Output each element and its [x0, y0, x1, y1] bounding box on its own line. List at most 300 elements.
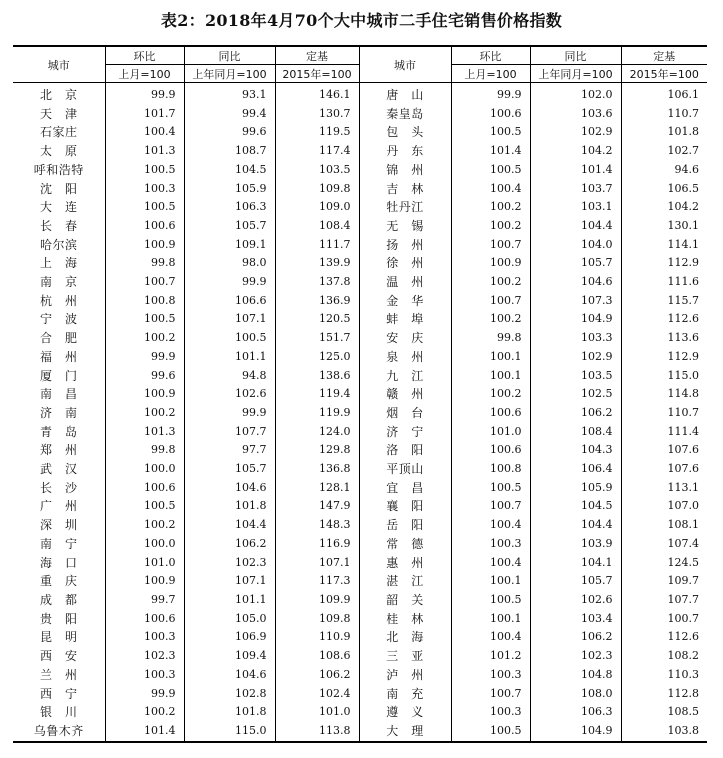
- left-dj-value: 136.8: [275, 460, 359, 479]
- right-dj-value: 113.1: [621, 479, 707, 498]
- left-tb-value: 93.1: [184, 83, 275, 105]
- left-hb-value: 101.7: [105, 105, 184, 124]
- left-dj-value: 119.4: [275, 385, 359, 404]
- right-tb-value: 105.7: [530, 572, 621, 591]
- right-tb-value: 103.9: [530, 535, 621, 554]
- left-dj-value: 137.8: [275, 273, 359, 292]
- right-tb-value: 104.4: [530, 516, 621, 535]
- right-hb-value: 100.3: [451, 666, 530, 685]
- left-dj-value: 128.1: [275, 479, 359, 498]
- right-hb-value: 100.1: [451, 367, 530, 386]
- right-dj-value: 103.8: [621, 722, 707, 742]
- left-tb-value: 108.7: [184, 142, 275, 161]
- right-city-name: 襄 阳: [359, 497, 451, 516]
- right-tb-value: 102.0: [530, 83, 621, 105]
- left-tb-value: 99.9: [184, 404, 275, 423]
- right-city-name: 安 庆: [359, 329, 451, 348]
- left-tb-value: 109.4: [184, 647, 275, 666]
- right-tb-value: 106.4: [530, 460, 621, 479]
- hb-subheader-right: 上月=100: [451, 65, 530, 83]
- left-city-name: 北 京: [39, 88, 78, 102]
- table-row: [13, 236, 707, 255]
- right-city-name: 锦 州: [359, 161, 451, 180]
- left-dj-value: 138.6: [275, 367, 359, 386]
- left-hb-value: 100.6: [105, 479, 184, 498]
- left-hb-value: 102.3: [105, 647, 184, 666]
- left-city-name: 成 都: [39, 592, 78, 607]
- right-hb-value: 100.9: [451, 254, 530, 273]
- right-dj-value: 106.5: [621, 180, 707, 199]
- table-row: [13, 722, 707, 742]
- left-city-name: 武 汉: [39, 462, 78, 477]
- right-city-name: 牡丹江: [359, 198, 451, 217]
- table-row: [13, 554, 707, 573]
- left-dj-value: 110.9: [275, 628, 359, 647]
- right-city-name: 济 宁: [359, 423, 451, 442]
- right-tb-value: 103.4: [530, 610, 621, 629]
- left-city-name: 昆 明: [39, 630, 78, 645]
- right-dj-value: 108.5: [621, 703, 707, 722]
- left-tb-value: 101.1: [184, 348, 275, 367]
- table-row: [13, 348, 707, 367]
- left-hb-value: 100.3: [105, 628, 184, 647]
- left-dj-value: 136.9: [275, 292, 359, 311]
- right-hb-value: 100.7: [451, 497, 530, 516]
- table-row: [13, 610, 707, 629]
- right-dj-value: 112.9: [621, 348, 707, 367]
- left-dj-value: 124.0: [275, 423, 359, 442]
- left-tb-value: 105.7: [184, 460, 275, 479]
- right-dj-value: 110.3: [621, 666, 707, 685]
- right-dj-value: 100.7: [621, 610, 707, 629]
- right-dj-value: 108.1: [621, 516, 707, 535]
- left-dj-value: 147.9: [275, 497, 359, 516]
- left-dj-value: 120.5: [275, 310, 359, 329]
- right-dj-value: 130.1: [621, 217, 707, 236]
- left-dj-value: 108.4: [275, 217, 359, 236]
- right-city-name: 三 亚: [359, 647, 451, 666]
- right-city-name: 常 德: [359, 535, 451, 554]
- right-hb-value: 101.0: [451, 423, 530, 442]
- left-hb-value: 100.4: [105, 123, 184, 142]
- right-dj-value: 107.0: [621, 497, 707, 516]
- right-tb-value: 104.6: [530, 273, 621, 292]
- table-row: [13, 142, 707, 161]
- left-tb-value: 104.5: [184, 161, 275, 180]
- left-city-name: 青 岛: [39, 424, 78, 439]
- right-tb-value: 103.6: [530, 105, 621, 124]
- left-dj-value: 109.8: [275, 180, 359, 199]
- right-dj-value: 102.7: [621, 142, 707, 161]
- left-tb-value: 105.9: [184, 180, 275, 199]
- hb-header-left: 环比: [105, 46, 184, 65]
- left-dj-value: 151.7: [275, 329, 359, 348]
- right-hb-value: 100.7: [451, 236, 530, 255]
- right-hb-value: 100.5: [451, 591, 530, 610]
- left-city-name: 贵 阳: [39, 611, 78, 626]
- left-tb-value: 97.7: [184, 441, 275, 460]
- left-hb-value: 99.9: [105, 83, 184, 105]
- right-hb-value: 100.5: [451, 161, 530, 180]
- right-tb-value: 101.4: [530, 161, 621, 180]
- right-dj-value: 112.6: [621, 628, 707, 647]
- right-hb-value: 100.4: [451, 516, 530, 535]
- left-city-name: 西 宁: [39, 686, 78, 701]
- right-hb-value: 100.6: [451, 441, 530, 460]
- left-hb-value: 101.4: [105, 722, 184, 742]
- right-hb-value: 100.5: [451, 479, 530, 498]
- left-hb-value: 100.2: [105, 404, 184, 423]
- table-row: [13, 703, 707, 722]
- left-hb-value: 100.2: [105, 329, 184, 348]
- right-city-name: 洛 阳: [359, 441, 451, 460]
- left-dj-value: 125.0: [275, 348, 359, 367]
- left-dj-value: 106.2: [275, 666, 359, 685]
- left-tb-value: 99.6: [184, 123, 275, 142]
- left-city-name: 天 津: [39, 106, 78, 121]
- left-tb-value: 106.3: [184, 198, 275, 217]
- left-dj-value: 109.0: [275, 198, 359, 217]
- left-city-name: 兰 州: [39, 667, 78, 682]
- right-tb-value: 104.4: [530, 217, 621, 236]
- right-tb-value: 106.2: [530, 404, 621, 423]
- dj-header-left: 定基: [275, 46, 359, 65]
- right-hb-value: 100.7: [451, 292, 530, 311]
- left-city-name: 宁 波: [39, 312, 78, 327]
- table-row: [13, 180, 707, 199]
- right-hb-value: 101.2: [451, 647, 530, 666]
- left-dj-value: 148.3: [275, 516, 359, 535]
- left-dj-value: 130.7: [275, 105, 359, 124]
- right-tb-value: 107.3: [530, 292, 621, 311]
- table-row: [13, 516, 707, 535]
- right-hb-value: 99.8: [451, 329, 530, 348]
- left-hb-value: 101.3: [105, 142, 184, 161]
- right-dj-value: 111.6: [621, 273, 707, 292]
- left-city-name: 深 圳: [39, 518, 78, 533]
- left-hb-value: 100.5: [105, 198, 184, 217]
- hb-header-right: 环比: [451, 46, 530, 65]
- left-dj-value: 107.1: [275, 554, 359, 573]
- table-row: [13, 460, 707, 479]
- table-row: [13, 591, 707, 610]
- right-tb-value: 105.9: [530, 479, 621, 498]
- left-tb-value: 101.8: [184, 497, 275, 516]
- left-tb-value: 107.1: [184, 572, 275, 591]
- right-hb-value: 101.4: [451, 142, 530, 161]
- left-city-name: 上 海: [39, 256, 78, 271]
- table-row: [13, 367, 707, 386]
- right-dj-value: 112.8: [621, 685, 707, 704]
- right-tb-value: 104.0: [530, 236, 621, 255]
- left-tb-value: 104.6: [184, 666, 275, 685]
- table-row: [13, 647, 707, 666]
- right-city-name: 蚌 埠: [359, 310, 451, 329]
- left-dj-value: 129.8: [275, 441, 359, 460]
- left-tb-value: 99.4: [184, 105, 275, 124]
- left-hb-value: 100.2: [105, 516, 184, 535]
- right-hb-value: 100.2: [451, 385, 530, 404]
- left-hb-value: 99.9: [105, 685, 184, 704]
- right-dj-value: 107.7: [621, 591, 707, 610]
- left-hb-value: 100.7: [105, 273, 184, 292]
- left-city-name: 济 南: [39, 405, 78, 420]
- table-row: [13, 385, 707, 404]
- right-city-name: 无 锡: [359, 217, 451, 236]
- left-dj-value: 119.9: [275, 404, 359, 423]
- right-dj-value: 106.1: [621, 83, 707, 105]
- left-dj-value: 109.8: [275, 610, 359, 629]
- right-tb-value: 108.4: [530, 423, 621, 442]
- right-dj-value: 112.9: [621, 254, 707, 273]
- left-city-name: 重 庆: [39, 574, 78, 589]
- left-hb-value: 99.8: [105, 441, 184, 460]
- right-city-name: 秦皇岛: [359, 105, 451, 124]
- table-row: [13, 535, 707, 554]
- left-hb-value: 100.2: [105, 703, 184, 722]
- table-row: [13, 273, 707, 292]
- right-dj-value: 111.4: [621, 423, 707, 442]
- left-city-name: 大 连: [39, 200, 78, 215]
- right-tb-value: 103.5: [530, 367, 621, 386]
- right-dj-value: 107.4: [621, 535, 707, 554]
- left-city-name: 乌鲁木齐: [13, 722, 105, 742]
- table-row: [13, 479, 707, 498]
- table-row: [13, 685, 707, 704]
- right-hb-value: 100.3: [451, 535, 530, 554]
- left-tb-value: 107.1: [184, 310, 275, 329]
- left-dj-value: 113.8: [275, 722, 359, 742]
- right-city-name: 包 头: [359, 123, 451, 142]
- right-dj-value: 107.6: [621, 441, 707, 460]
- left-tb-value: 98.0: [184, 254, 275, 273]
- left-hb-value: 100.9: [105, 236, 184, 255]
- right-city-name: 徐 州: [359, 254, 451, 273]
- left-city-name: 南 京: [39, 275, 78, 290]
- dj-subheader-left: 2015年=100: [275, 65, 359, 83]
- table-row: [13, 198, 707, 217]
- left-hb-value: 100.5: [105, 497, 184, 516]
- table-row: [13, 310, 707, 329]
- left-city-name: 南 宁: [39, 536, 78, 551]
- right-tb-value: 102.9: [530, 123, 621, 142]
- right-tb-value: 108.0: [530, 685, 621, 704]
- left-tb-value: 109.1: [184, 236, 275, 255]
- table-row: [13, 123, 707, 142]
- left-city-name: 银 川: [39, 705, 78, 720]
- right-tb-value: 105.7: [530, 254, 621, 273]
- right-city-name: 惠 州: [359, 554, 451, 573]
- left-tb-value: 104.4: [184, 516, 275, 535]
- left-city-name: 海 口: [39, 555, 78, 570]
- right-tb-value: 103.1: [530, 198, 621, 217]
- left-dj-value: 108.6: [275, 647, 359, 666]
- table-row: [13, 105, 707, 124]
- right-dj-value: 114.1: [621, 236, 707, 255]
- left-dj-value: 117.3: [275, 572, 359, 591]
- right-hb-value: 100.6: [451, 105, 530, 124]
- left-city-name: 郑 州: [39, 443, 78, 458]
- left-city-name: 沈 阳: [39, 181, 78, 196]
- left-hb-value: 100.5: [105, 161, 184, 180]
- right-city-name: 北 海: [359, 628, 451, 647]
- right-tb-value: 102.3: [530, 647, 621, 666]
- left-dj-value: 139.9: [275, 254, 359, 273]
- right-dj-value: 114.8: [621, 385, 707, 404]
- right-dj-value: 107.6: [621, 460, 707, 479]
- right-tb-value: 104.5: [530, 497, 621, 516]
- right-tb-value: 103.7: [530, 180, 621, 199]
- left-hb-value: 100.3: [105, 666, 184, 685]
- left-hb-value: 100.9: [105, 572, 184, 591]
- left-tb-value: 102.8: [184, 685, 275, 704]
- city-header-left: 城市: [13, 46, 105, 83]
- left-tb-value: 106.6: [184, 292, 275, 311]
- right-dj-value: 109.7: [621, 572, 707, 591]
- right-tb-value: 104.9: [530, 310, 621, 329]
- right-city-name: 遵 义: [359, 703, 451, 722]
- right-city-name: 南 充: [359, 685, 451, 704]
- left-dj-value: 109.9: [275, 591, 359, 610]
- right-tb-value: 104.9: [530, 722, 621, 742]
- right-dj-value: 94.6: [621, 161, 707, 180]
- right-hb-value: 100.4: [451, 554, 530, 573]
- right-city-name: 桂 林: [359, 610, 451, 629]
- table-row: [13, 83, 707, 105]
- left-tb-value: 101.1: [184, 591, 275, 610]
- right-city-name: 韶 关: [359, 591, 451, 610]
- table-row: [13, 572, 707, 591]
- left-tb-value: 104.6: [184, 479, 275, 498]
- right-dj-value: 113.6: [621, 329, 707, 348]
- right-hb-value: 100.2: [451, 217, 530, 236]
- left-dj-value: 146.1: [275, 83, 359, 105]
- left-city-name: 长 沙: [39, 480, 78, 495]
- table-row: [13, 497, 707, 516]
- right-city-name: 宜 昌: [359, 479, 451, 498]
- right-city-name: 烟 台: [359, 404, 451, 423]
- right-tb-value: 104.3: [530, 441, 621, 460]
- right-hb-value: 100.1: [451, 572, 530, 591]
- right-hb-value: 100.5: [451, 722, 530, 742]
- table-row: [13, 217, 707, 236]
- right-city-name: 丹 东: [359, 142, 451, 161]
- table-row: [13, 161, 707, 180]
- left-city-name: 石家庄: [39, 125, 78, 140]
- price-index-table: [13, 45, 707, 743]
- right-city-name: 金 华: [359, 292, 451, 311]
- left-tb-value: 105.0: [184, 610, 275, 629]
- right-city-name: 九 江: [359, 367, 451, 386]
- left-city-name: 西 安: [39, 649, 78, 664]
- right-hb-value: 100.3: [451, 703, 530, 722]
- left-city-name: 厦 门: [39, 368, 78, 383]
- dj-subheader-right: 2015年=100: [621, 65, 707, 83]
- left-hb-value: 100.9: [105, 385, 184, 404]
- left-hb-value: 99.7: [105, 591, 184, 610]
- right-hb-value: 100.4: [451, 180, 530, 199]
- right-hb-value: 100.5: [451, 123, 530, 142]
- left-dj-value: 111.7: [275, 236, 359, 255]
- table-row: [13, 404, 707, 423]
- left-hb-value: 99.6: [105, 367, 184, 386]
- left-city-name: 广 州: [39, 499, 78, 514]
- right-city-name: 岳 阳: [359, 516, 451, 535]
- left-city-name: 合 肥: [39, 331, 78, 346]
- right-tb-value: 104.8: [530, 666, 621, 685]
- right-city-name: 大 理: [359, 722, 451, 742]
- right-dj-value: 110.7: [621, 404, 707, 423]
- left-tb-value: 105.7: [184, 217, 275, 236]
- right-hb-value: 100.2: [451, 198, 530, 217]
- left-city-name: 杭 州: [39, 293, 78, 308]
- left-hb-value: 100.3: [105, 180, 184, 199]
- table-row: [13, 441, 707, 460]
- table-row: [13, 254, 707, 273]
- right-tb-value: 104.1: [530, 554, 621, 573]
- left-hb-value: 101.0: [105, 554, 184, 573]
- left-city-name: 长 春: [39, 218, 78, 233]
- tb-subheader-right: 上年同月=100: [530, 65, 621, 83]
- right-city-name: 扬 州: [359, 236, 451, 255]
- left-tb-value: 115.0: [184, 722, 275, 742]
- right-city-name: 温 州: [359, 273, 451, 292]
- left-tb-value: 106.2: [184, 535, 275, 554]
- left-dj-value: 103.5: [275, 161, 359, 180]
- left-tb-value: 102.6: [184, 385, 275, 404]
- left-tb-value: 99.9: [184, 273, 275, 292]
- right-tb-value: 102.6: [530, 591, 621, 610]
- left-dj-value: 117.4: [275, 142, 359, 161]
- right-dj-value: 112.6: [621, 310, 707, 329]
- left-tb-value: 94.8: [184, 367, 275, 386]
- left-dj-value: 102.4: [275, 685, 359, 704]
- right-hb-value: 100.1: [451, 348, 530, 367]
- left-hb-value: 100.0: [105, 535, 184, 554]
- left-hb-value: 100.0: [105, 460, 184, 479]
- right-hb-value: 100.8: [451, 460, 530, 479]
- left-city-name: 南 昌: [39, 387, 78, 402]
- table-row: [13, 423, 707, 442]
- right-hb-value: 100.1: [451, 610, 530, 629]
- right-hb-value: 100.7: [451, 685, 530, 704]
- right-dj-value: 104.2: [621, 198, 707, 217]
- right-hb-value: 100.2: [451, 273, 530, 292]
- table-body: [13, 83, 707, 742]
- dj-header-right: 定基: [621, 46, 707, 65]
- right-city-name: 泉 州: [359, 348, 451, 367]
- left-tb-value: 102.3: [184, 554, 275, 573]
- right-hb-value: 99.9: [451, 83, 530, 105]
- tb-header-right: 同比: [530, 46, 621, 65]
- right-city-name: 湛 江: [359, 572, 451, 591]
- right-tb-value: 104.2: [530, 142, 621, 161]
- table-row: [13, 292, 707, 311]
- left-hb-value: 100.5: [105, 310, 184, 329]
- left-hb-value: 101.3: [105, 423, 184, 442]
- table-title: 表2：2018年4月70个大中城市二手住宅销售价格指数: [160, 11, 563, 30]
- left-city-name: 福 州: [39, 349, 78, 364]
- right-hb-value: 100.6: [451, 404, 530, 423]
- left-dj-value: 119.5: [275, 123, 359, 142]
- table-row: [13, 666, 707, 685]
- left-city-name: 太 原: [39, 144, 78, 159]
- left-hb-value: 100.6: [105, 217, 184, 236]
- city-header-right: 城市: [359, 46, 451, 83]
- table-row: [13, 329, 707, 348]
- right-city-name: 泸 州: [359, 666, 451, 685]
- right-dj-value: 101.8: [621, 123, 707, 142]
